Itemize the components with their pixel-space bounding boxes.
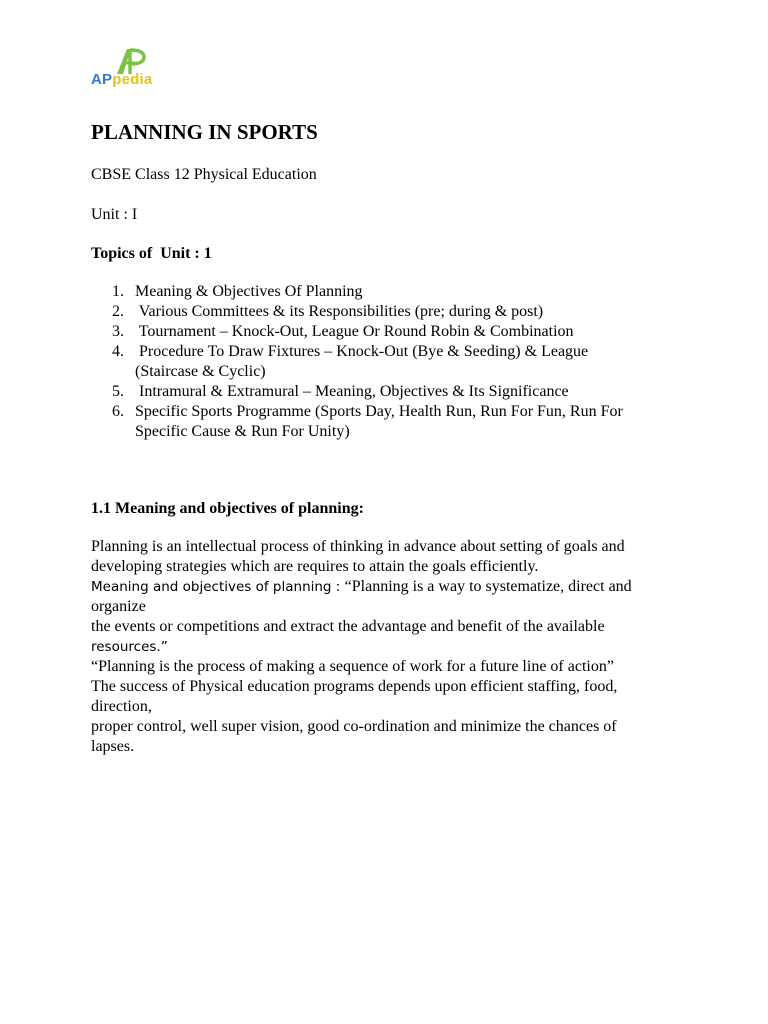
body-line: developing strategies which are requires to attain the goals efficiently.: [91, 558, 539, 575]
body-line: direction,: [91, 698, 152, 715]
unit-label: Unit : I: [91, 206, 138, 223]
topic-item: [91, 402, 691, 442]
topic-text: Meaning & Objectives Of Planning: [135, 283, 363, 300]
topic-text: Procedure To Draw Fixtures – Knock-Out (Bye & Seeding) & League: [135, 343, 589, 360]
body-line: lapses.: [91, 738, 135, 755]
body-line: “Planning is the process of making a sequence of work for a future line of action”: [91, 658, 614, 675]
topic-item: [91, 282, 691, 302]
topic-text: Tournament – Knock-Out, League Or Round Robin & Combination: [135, 323, 574, 340]
topic-item: [91, 302, 691, 322]
appedia-logo-wordmark: [91, 71, 152, 88]
topic-item: [91, 342, 691, 382]
topic-number: 6.: [112, 403, 124, 420]
topic-text: Intramural & Extramural – Meaning, Objectives & Its Significance: [135, 383, 569, 400]
topic-text-continued: (Staircase & Cyclic): [135, 363, 266, 380]
subtitle: CBSE Class 12 Physical Education: [91, 166, 317, 183]
page-title: PLANNING IN SPORTS: [91, 120, 318, 144]
body-line: the events or competitions and extract the advantage and benefit of the available: [91, 618, 605, 635]
topic-text: Various Committees & its Responsibilities (pre; during & post): [135, 303, 544, 320]
topic-text: Specific Sports Programme (Sports Day, Health Run, Run For Fun, Run For: [135, 403, 623, 420]
topic-number: 5.: [112, 383, 124, 400]
logo-text-pedia: pedia: [112, 71, 153, 88]
body-line: The success of Physical education programs depends upon efficient staffing, food,: [91, 678, 618, 695]
definition-quote: “Planning is a way to systematize, direct and: [344, 578, 632, 595]
body-text: [91, 537, 681, 757]
body-line: [91, 577, 681, 597]
appedia-logo: [91, 47, 171, 91]
topic-item: [91, 322, 691, 342]
logo-text-ap: AP: [91, 71, 113, 88]
body-line: proper control, well super vision, good co-ordination and minimize the chances of: [91, 718, 617, 735]
body-line: resources.”: [91, 639, 168, 655]
definition-label: Meaning and objectives of planning :: [91, 579, 345, 595]
topic-number: 3.: [112, 323, 124, 340]
topic-number: 2.: [112, 303, 124, 320]
topics-list: [91, 282, 691, 442]
topic-number: 4.: [112, 343, 124, 360]
body-line: organize: [91, 598, 146, 615]
topic-item: [91, 382, 691, 402]
topic-number: 1.: [112, 283, 124, 300]
topics-heading: Topics of Unit : 1: [91, 245, 212, 262]
section-heading: 1.1 Meaning and objectives of planning:: [91, 500, 364, 517]
body-line: Planning is an intellectual process of thinking in advance about setting of goals and: [91, 538, 625, 555]
topic-text-continued: Specific Cause & Run For Unity): [135, 423, 350, 440]
